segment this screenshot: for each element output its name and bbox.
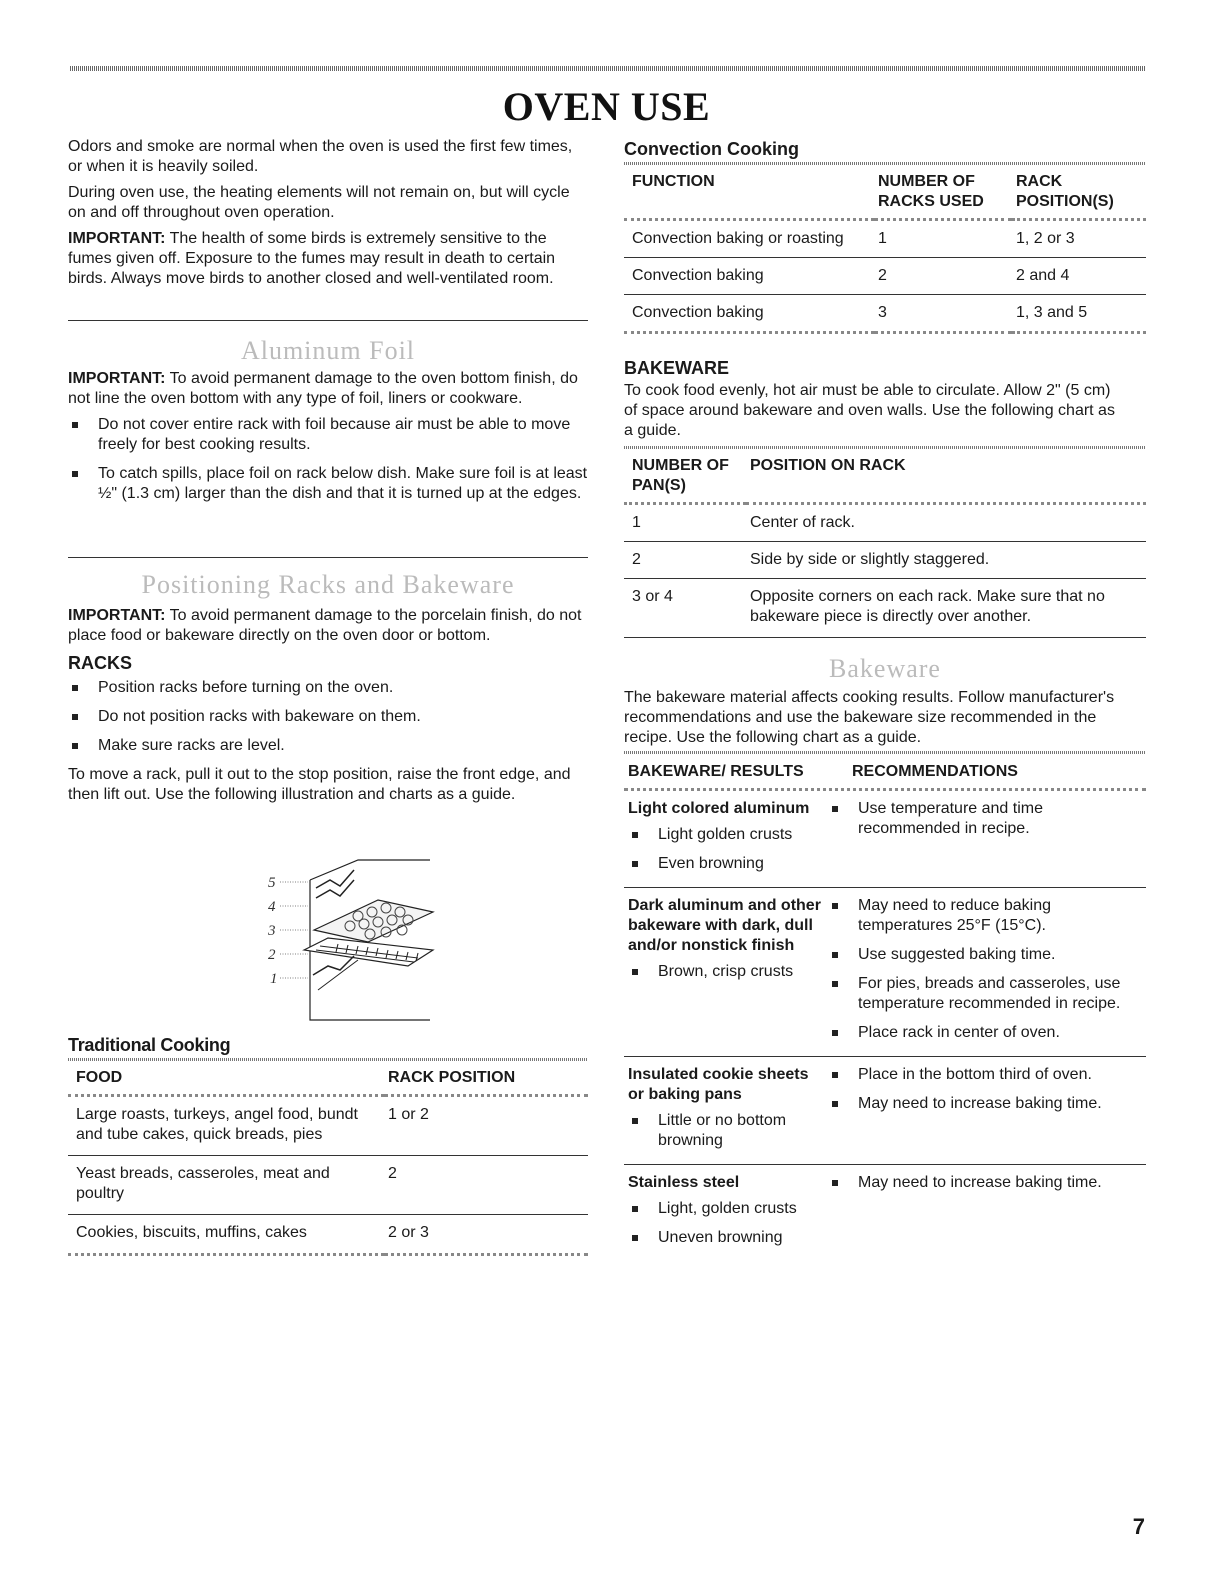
table-cell: Center of rack. [746, 504, 1146, 542]
important-text: The health of some birds is extremely sensitive to the fumes given off. Exposure to the fumes may result in death to certain birds. Always move birds to another closed and well-ventilated room. [68, 230, 556, 287]
table-cell: 1 [624, 504, 746, 542]
section-heading-aluminum-foil: Aluminum Foil [240, 336, 416, 365]
table-top-rule [624, 751, 1146, 754]
intro-paragraph-1: Odors and smoke are normal when the oven is used the first few times, or when it is heavily soiled. [68, 138, 573, 175]
list-item: Brown, crisp crusts [628, 962, 828, 982]
important-text: To avoid permanent damage to the oven bottom finish, do not line the oven bottom with any type of foil, liners or cookware. [68, 370, 578, 407]
rack-label-1: 1 [270, 971, 278, 987]
divider [68, 320, 588, 321]
table-row [624, 542, 1146, 579]
rack-label-2: 2 [268, 947, 276, 963]
list-item: Use temperature and time recommended in recipe. [828, 799, 1146, 839]
list-item: Position racks before turning on the oven. [68, 678, 588, 698]
table-row [68, 1215, 588, 1255]
table-top-rule [624, 162, 1146, 165]
table-row [624, 504, 1146, 542]
rack-label-3: 3 [268, 923, 276, 939]
positioning-section [68, 606, 588, 811]
table-row [624, 1165, 1146, 1261]
traditional-cooking-heading: Traditional Cooking [68, 1035, 231, 1055]
table-cell: 2 [384, 1156, 588, 1215]
table-cell: Yeast breads, casseroles, meat and poultry [68, 1156, 384, 1215]
table-row [68, 1156, 588, 1215]
rack-label-4: 4 [268, 899, 276, 915]
pan-position-table [624, 454, 1146, 635]
table-cell: 1, 3 and 5 [1012, 295, 1146, 333]
list-item: Place in the bottom third of oven. [828, 1065, 1146, 1085]
column-header-function: FUNCTION [624, 170, 874, 220]
results-list [628, 1199, 828, 1248]
table-cell: 1, 2 or 3 [1012, 220, 1146, 258]
table-cell: Opposite corners on each rack. Make sure that no bakeware piece is directly over another. [750, 588, 1105, 625]
divider [68, 557, 588, 558]
list-item: Make sure racks are level. [68, 736, 588, 756]
table-cell: 2 and 4 [1012, 258, 1146, 295]
bakeware-name: Stainless steel [628, 1174, 740, 1191]
list-item: May need to increase baking time. [828, 1094, 1146, 1114]
section-heading-bakeware: Bakeware [829, 654, 941, 683]
table-header-row [624, 454, 1146, 504]
list-item: Place rack in center of oven. [828, 1023, 1146, 1043]
important-label: IMPORTANT: [68, 607, 166, 624]
table-row [624, 579, 1146, 636]
table-row [624, 888, 1146, 1057]
table-cell: Convection baking [624, 258, 874, 295]
bakeware-name: Insulated cookie sheets or baking pans [628, 1066, 809, 1103]
left-column [68, 137, 588, 295]
bakeware-cell [624, 896, 828, 1052]
racks-heading: RACKS [68, 653, 133, 673]
table-cell: Cookies, biscuits, muffins, cakes [68, 1215, 384, 1255]
recommendations-list [828, 896, 1146, 1052]
rack-position-illustration [258, 850, 438, 1030]
table-row [624, 220, 1146, 258]
traditional-cooking-table [68, 1066, 588, 1256]
column-header-recommendations: RECOMMENDATIONS [852, 763, 1018, 780]
list-item: Use suggested baking time. [828, 945, 1146, 965]
table-cell: Large roasts, turkeys, angel food, bundt and tube cakes, quick breads, pies [68, 1096, 384, 1156]
list-item: Light golden crusts [628, 825, 828, 845]
table-cell: Convection baking [624, 295, 874, 333]
bakeware-cell [624, 1065, 828, 1160]
page-number: 7 [1132, 1514, 1145, 1539]
table-row [624, 295, 1146, 333]
table-header-row [68, 1066, 588, 1096]
list-item: Do not cover entire rack with foil because air must be able to move freely for best cooking results. [68, 415, 588, 455]
column-header-food: FOOD [68, 1066, 384, 1096]
recommendations-list [828, 1173, 1146, 1257]
important-label: IMPORTANT: [68, 370, 166, 387]
table-row [68, 1096, 588, 1156]
racks-bullet-list [68, 678, 588, 756]
list-item: Uneven browning [628, 1228, 828, 1248]
table-header-row [624, 760, 1146, 791]
recommendations-list [828, 799, 1146, 883]
results-list [628, 962, 828, 982]
foil-important-paragraph [68, 369, 588, 409]
list-item: Light, golden crusts [628, 1199, 828, 1219]
list-item: Little or no bottom browning [628, 1111, 828, 1151]
list-item: To catch spills, place foil on rack below dish. Make sure foil is at least ½" (1.3 cm) larger than the dish and that it is turned up at the edges. [68, 464, 588, 504]
table-cell: 2 or 3 [384, 1215, 588, 1255]
results-list [628, 825, 828, 874]
divider [624, 637, 1146, 638]
rack-label-5: 5 [268, 875, 276, 891]
top-rule [70, 66, 1146, 71]
table-row [624, 258, 1146, 295]
list-item: Do not position racks with bakeware on them. [68, 707, 588, 727]
list-item: Even browning [628, 854, 828, 874]
table-cell: Side by side or slightly staggered. [746, 542, 1146, 579]
table-cell: 2 [874, 258, 1012, 295]
list-item: For pies, breads and casseroles, use temperature recommended in recipe. [828, 974, 1146, 1014]
foil-bullet-list [68, 415, 588, 504]
intro-paragraph-2: During oven use, the heating elements will not remain on, but will cycle on and off throughout oven operation. [68, 184, 570, 221]
table-cell: 1 [874, 220, 1012, 258]
page-title: OVEN USE [502, 84, 711, 129]
column-header-rack-positions: RACK POSITION(S) [1012, 170, 1146, 220]
bakeware-subheading: BAKEWARE [624, 358, 730, 378]
bakeware-name: Light colored aluminum [628, 800, 810, 817]
table-cell: 1 or 2 [384, 1096, 588, 1156]
positioning-important-paragraph [68, 606, 588, 646]
table-top-rule [624, 446, 1146, 449]
column-header-number-of-racks: NUMBER OF RACKS USED [874, 170, 1012, 220]
table-header-row [624, 170, 1146, 220]
table-cell: 3 or 4 [632, 588, 673, 605]
table-cell: 3 [874, 295, 1012, 333]
list-item: May need to reduce baking temperatures 25°F (15°C). [828, 896, 1146, 936]
section-heading-positioning: Positioning Racks and Bakeware [141, 570, 515, 599]
column-header-number-of-pans: NUMBER OF PAN(S) [624, 454, 746, 504]
convection-cooking-heading: Convection Cooking [624, 139, 799, 159]
column-header-position-on-rack: POSITION ON RACK [746, 454, 1146, 504]
results-list [628, 1111, 828, 1151]
table-cell: 2 [624, 542, 746, 579]
recommendations-list [828, 1065, 1146, 1160]
bakeware-cell [624, 1173, 828, 1257]
list-item: May need to increase baking time. [828, 1173, 1146, 1193]
bakeware-recommendations-table [624, 760, 1146, 1261]
bakeware-paragraph: To cook food evenly, hot air must be able to circulate. Allow 2" (5 cm) of space around bakeware and oven walls. Use the following chart as a guide. [624, 382, 1115, 439]
bakeware-intro-paragraph: The bakeware material affects cooking results. Follow manufacturer's recommendations and use the bakeware size recommended in the recipe. Use the following chart as a guide. [624, 689, 1115, 746]
move-rack-paragraph: To move a rack, pull it out to the stop position, raise the front edge, and then lift out. Use the following illustration and charts as a guide. [68, 766, 571, 803]
column-header-bakeware-results: BAKEWARE/ RESULTS [628, 763, 804, 780]
intro-important-paragraph [68, 229, 588, 289]
table-cell: Convection baking or roasting [624, 220, 874, 258]
bakeware-name: Dark aluminum and other bakeware with dark, dull and/or nonstick finish [628, 897, 821, 954]
column-header-rack-position: RACK POSITION [384, 1066, 588, 1096]
bakeware-cell [624, 799, 828, 883]
convection-cooking-table [624, 170, 1146, 334]
table-row [624, 1057, 1146, 1165]
important-label: IMPORTANT: [68, 230, 166, 247]
foil-section [68, 369, 588, 513]
important-text: To avoid permanent damage to the porcelain finish, do not place food or bakeware directly on the oven door or bottom. [68, 607, 582, 644]
table-top-rule [68, 1058, 588, 1061]
table-row [624, 791, 1146, 888]
